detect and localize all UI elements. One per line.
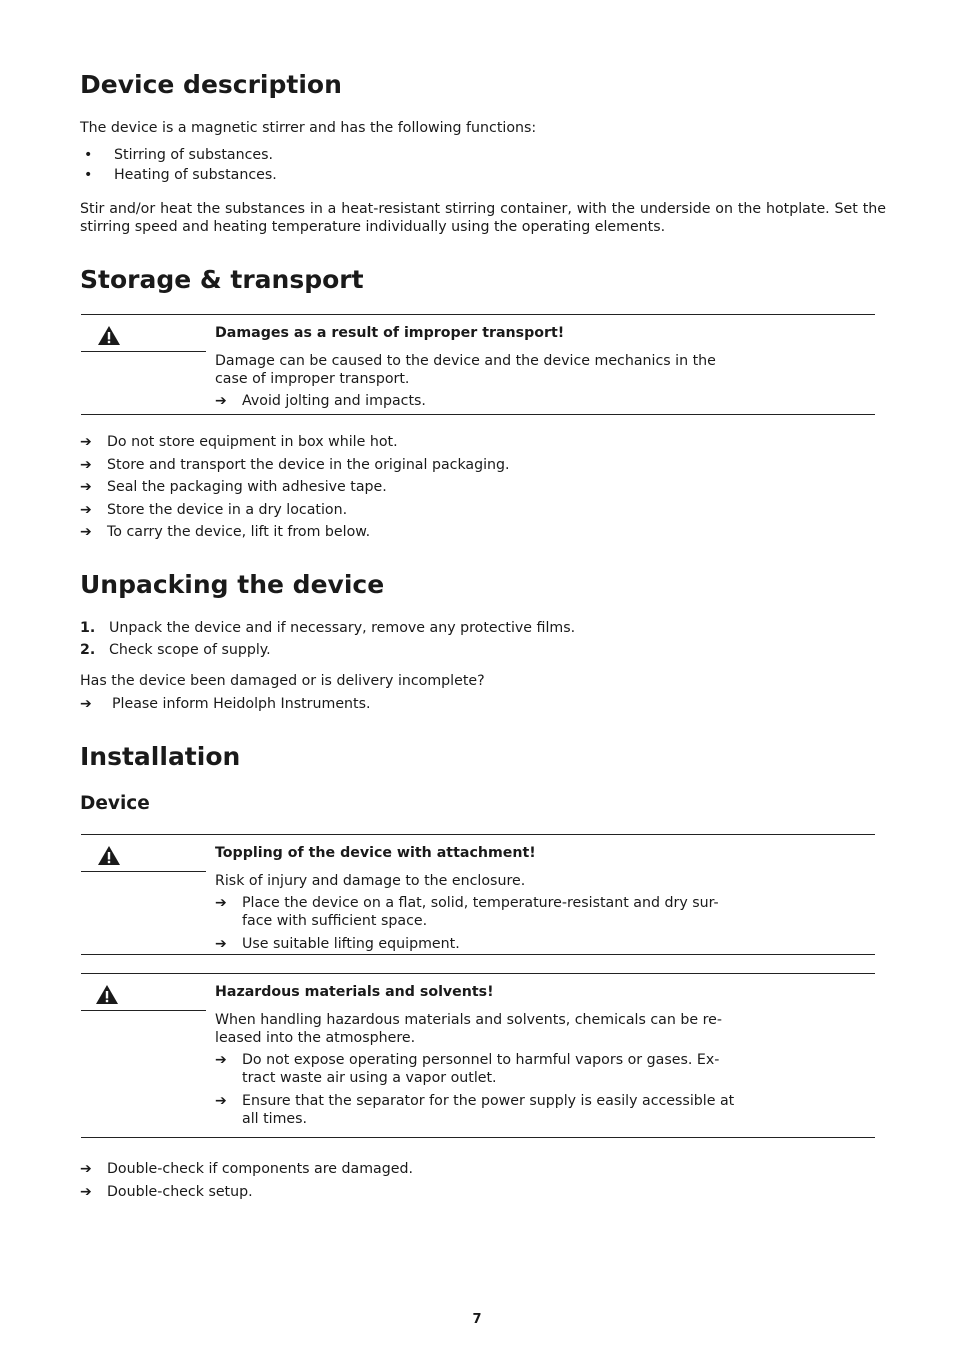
list-item: ➔ Place the device on a flat, solid, temperature-resistant and dry sur- face with sufficient space. [215,895,719,929]
arrow-right-icon: ➔ [80,434,92,450]
heading-storage-transport: Storage & transport [80,265,364,294]
arrow-right-icon: ➔ [80,1161,92,1177]
warning-icon-cell [81,974,206,1011]
list-item: ➔ Do not expose operating personnel to harmful vapors or gases. Ex- tract waste air using a vapor outlet. [215,1052,720,1086]
warning-triangle-icon [95,984,119,1005]
arrow-right-icon: ➔ [215,1052,227,1068]
warning-icon-cell [81,835,206,872]
list-item: ➔ Do not store equipment in box while hot. [80,434,398,450]
list-item: 2. Check scope of supply. [80,642,271,658]
list-item: ➔ Store the device in a dry location. [80,501,348,518]
heading-installation: Installation [80,742,241,771]
list-item: ➔ Seal the packaging with adhesive tape. [80,479,387,495]
warning-box-transport [81,314,875,415]
warning-icon-cell [81,315,206,352]
arrow-right-icon: ➔ [215,1092,227,1109]
list-item: 1. Unpack the device and if necessary, remove any protective films. [80,620,576,636]
device-intro: The device is a magnetic stirrer and has the following functions: [80,120,537,136]
arrow-right-icon: ➔ [215,895,227,911]
subheading-device: Device [80,793,150,814]
arrow-right-icon: ➔ [80,696,92,712]
list-item: ➔ Double-check setup. [80,1183,253,1200]
list-item: ➔ To carry the device, lift it from below. [80,524,371,540]
warning-body: Risk of injury and damage to the enclosure. ➔ Place the device on a flat, solid, temperature-resistant and dry sur- face with sufficient space. ➔ Use suitable lifting equipment. [215,873,719,952]
warning-body: When handling hazardous materials and solvents, chemicals can be re- leased into the atmosphere. ➔ Do not expose operating personnel to harmful vapors or gases. Ex- tract waste air using a vapor outlet. ➔ Ensure that the separator for the power supply is easily accessible at all times. [215,1012,735,1127]
storage-list [80,433,510,541]
unpacking-question: Has the device been damaged or is delivery incomplete? [80,673,485,689]
list-item: • Heating of substances. [84,167,277,183]
list-item: ➔ Ensure that the separator for the power supply is easily accessible at all times. [215,1092,735,1127]
function-list [80,146,277,186]
arrow-right-icon: ➔ [215,393,227,409]
list-item: ➔ Use suitable lifting equipment. [215,935,460,952]
page-number: 7 [472,1312,482,1327]
device-paragraph: Stir and/or heat the substances in a heat-resistant stirring container, with the underside on the hotplate. Set the stirring speed and heating temperature individually using the operating elements. [80,201,886,235]
arrow-right-icon: ➔ [80,501,92,518]
unpacking-action [80,695,371,713]
list-item: • Stirring of substances. [84,147,274,163]
bullet-dot: • [84,147,93,163]
warning-body: Damage can be caused to the device and the device mechanics in the case of improper transport. ➔ Avoid jolting and impacts. [215,353,716,409]
warning-title: Damages as a result of improper transport! [215,325,565,341]
unpacking-steps [80,619,575,659]
list-item: ➔ Please inform Heidolph Instruments. [80,696,371,712]
list-item: ➔ Double-check if components are damaged. [80,1161,413,1177]
arrow-right-icon: ➔ [80,456,92,473]
list-item: ➔ Store and transport the device in the original packaging. [80,456,510,473]
warning-box-toppling [81,834,875,955]
arrow-right-icon: ➔ [80,1183,92,1200]
bullet-dot: • [84,167,93,183]
installation-list [80,1160,413,1201]
heading-unpacking: Unpacking the device [80,570,385,599]
arrow-right-icon: ➔ [80,524,92,540]
warning-triangle-icon [97,325,121,346]
warning-title: Hazardous materials and solvents! [215,984,494,1000]
warning-title: Toppling of the device with attachment! [215,845,536,861]
arrow-right-icon: ➔ [215,935,227,952]
warning-triangle-icon [97,845,121,866]
warning-box-hazardous [81,973,875,1138]
list-item: ➔ Avoid jolting and impacts. [215,393,426,409]
arrow-right-icon: ➔ [80,479,92,495]
heading-device-description: Device description [80,70,342,99]
